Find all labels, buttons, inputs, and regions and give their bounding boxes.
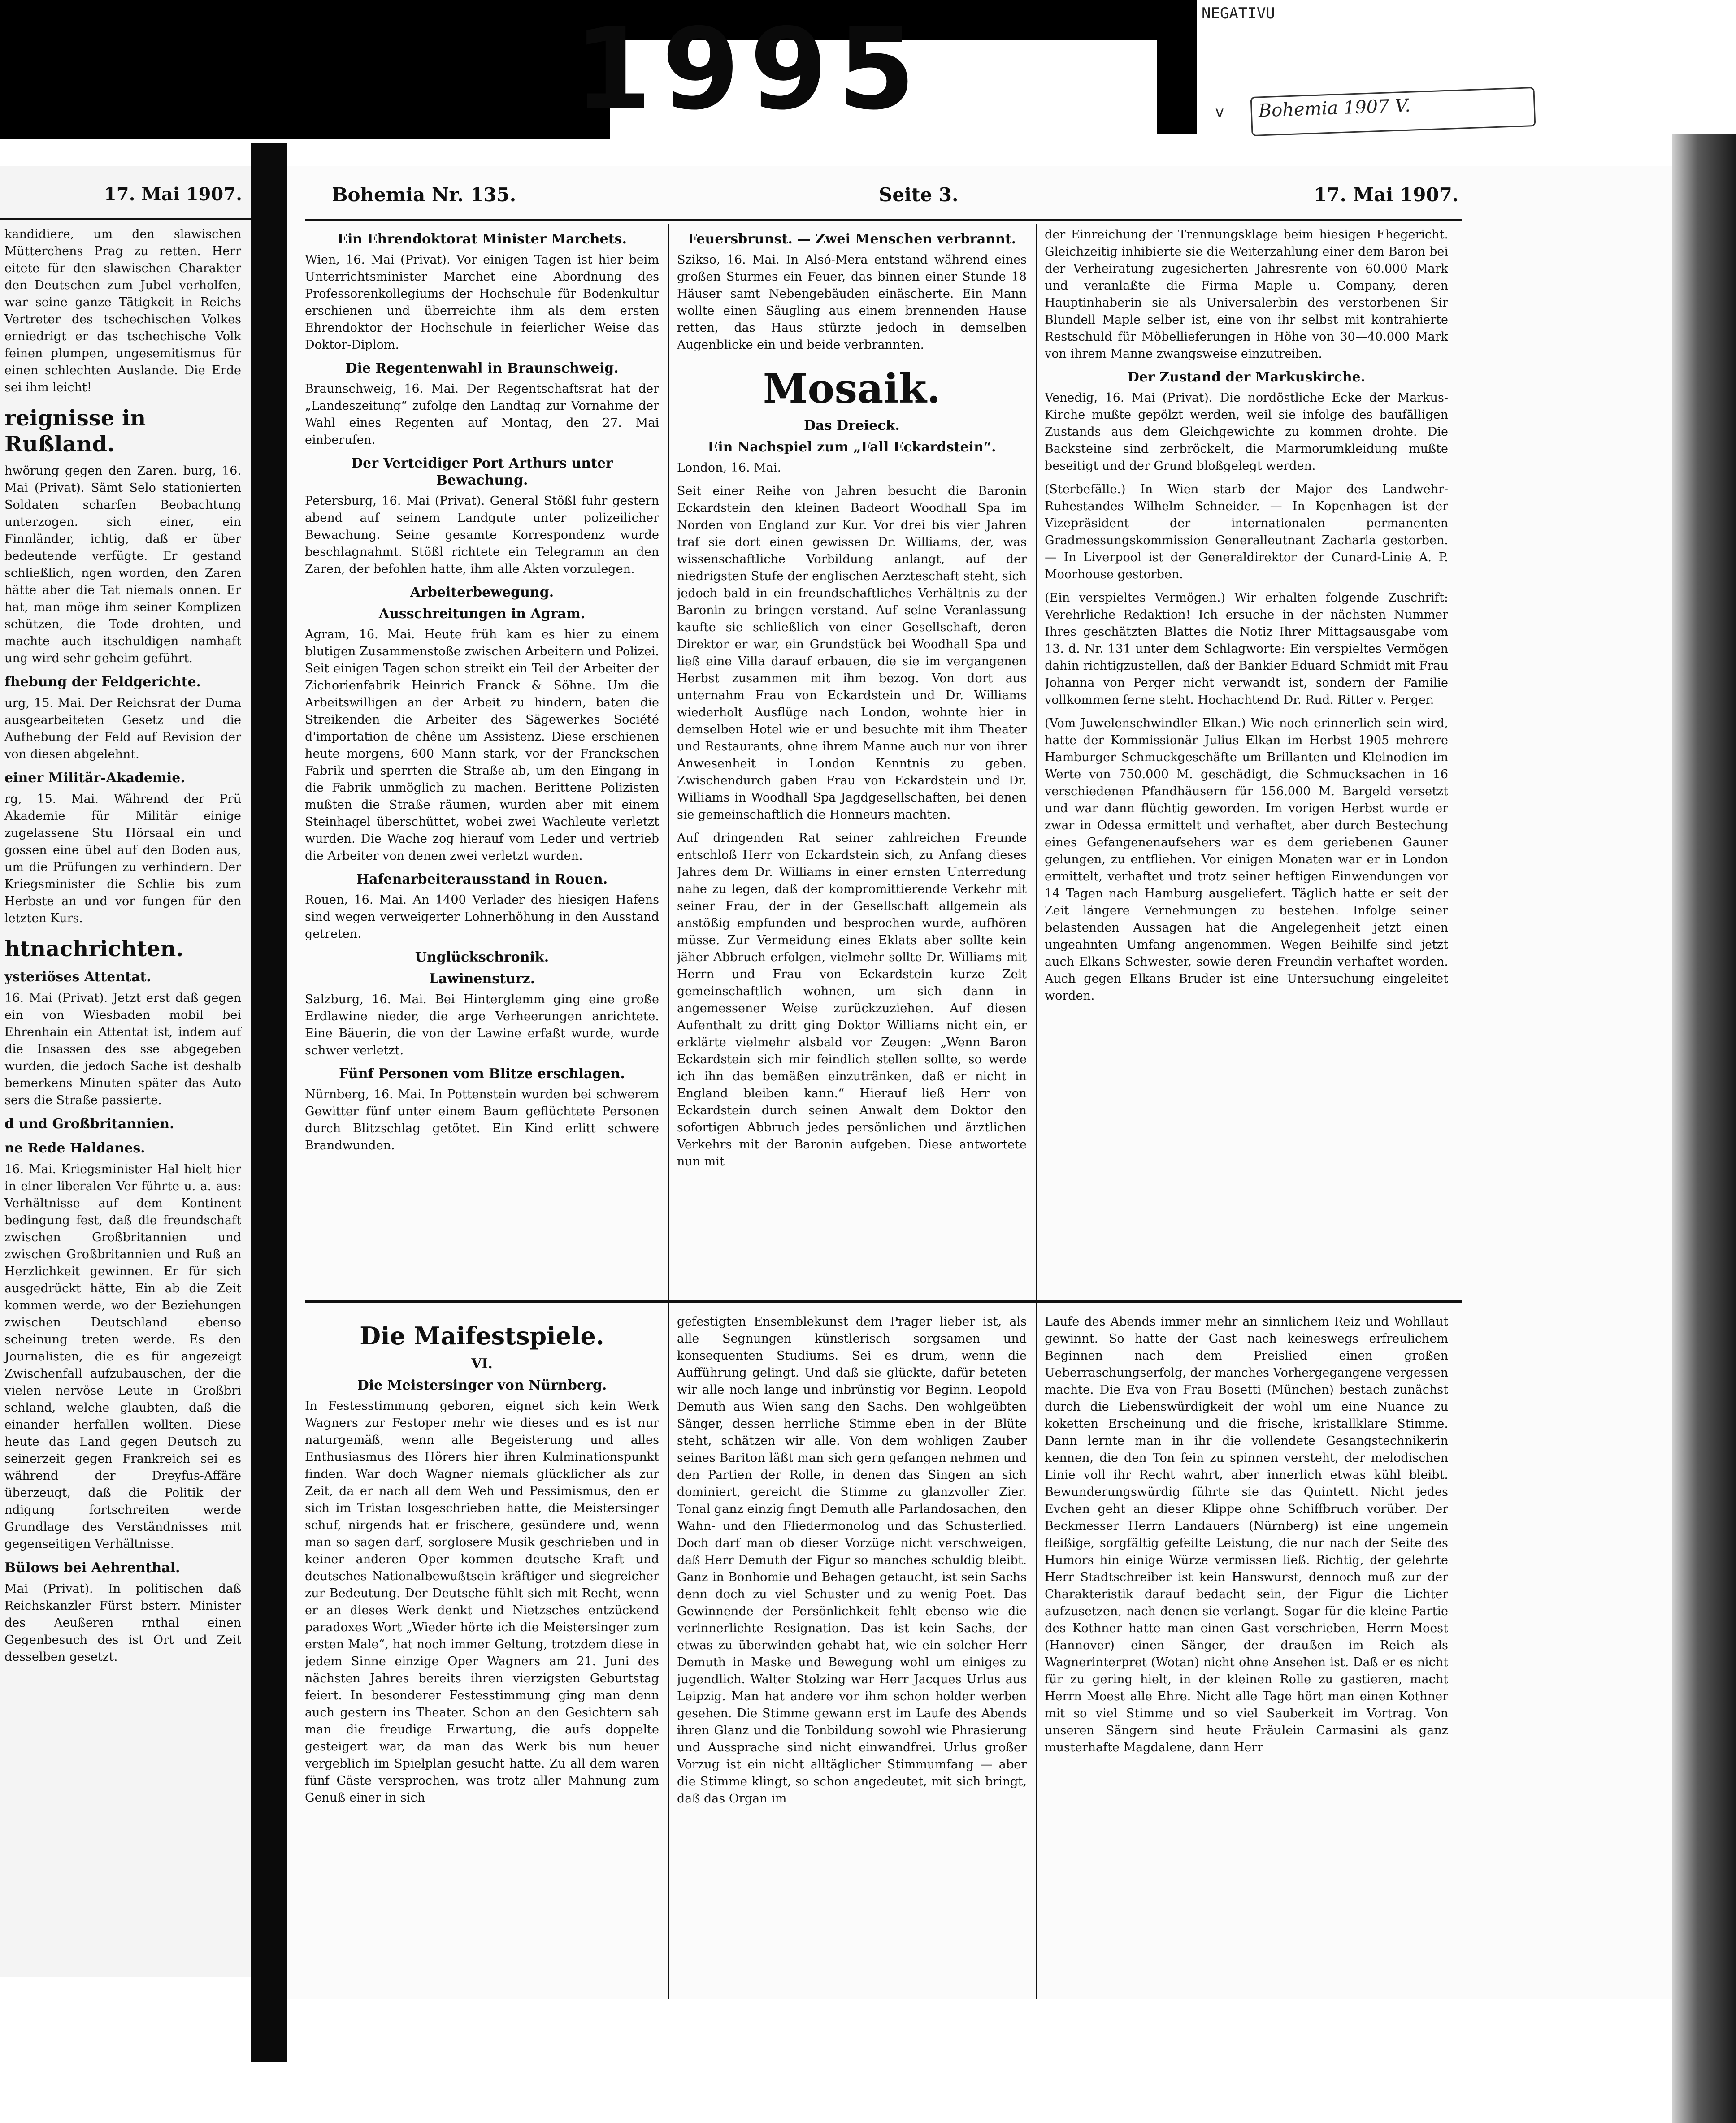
article-paragraph: Auf dringenden Rat seiner zahlreichen Freunde entschloß Herr von Eckardstein sich, zu Anfang dieses Jahres dem Dr. Williams in einer ernsten Unterredung nahe zu legen, daß der kompromittierende Verkehr mit seiner Frau, der in der Gesellschaft allgemein als anstößig empfunden und besprochen wurde, aufhören müsse. Zur Vermeidung eines Eklats aber sollte kein jäher Abbruch erfolgen, vielmehr sollte Dr. Williams mit Herrn und Frau von Eckardstein kurze Zeit gemeinschaftlich wohnen, um sich dann in angemessener Weise zurückzuziehen. Auf diesen Aufenthalt zu dritt ging Doktor Williams nicht ein, er erklärte vielmehr alsbald vor Zeugen: „Wenn Baron Eckardstein sich mir feindlich stellen sollte, so werde ich ihn das bemäßen einzutränken, daß er nicht in England bleiben kann.“ Hierauf ließ Herr von Eckardstein durch seinen Anwalt dem Doktor den sofortigen Abbruch jedes persönlichen und ärztlichen Verkehrs mit der Baronin aufgeben. Diese antwortete nun mit bbox=[677, 831, 1027, 1169]
article-heading: Ein Nachspiel zum „Fall Eckardstein“. bbox=[707, 439, 996, 455]
article-heading: ysteriöses Attentat. bbox=[4, 969, 151, 985]
article-heading: Das Dreieck. bbox=[804, 418, 900, 433]
feuilleton-title: Die Maifestspiele. bbox=[360, 1321, 604, 1350]
right-page bbox=[287, 166, 1699, 1999]
news-column-2 bbox=[677, 226, 1027, 1293]
article-paragraph: rg, 15. Mai. Während der Prü Akademie für Militär einige zugelassene Stu Hörsaal ein und gossen eine übel auf den Boden aus, um die Prüfungen zu verhindern. Der Kriegsminister die Schlie bis zum Herbste an und vor fungen für den letzten Kurs. bbox=[4, 792, 241, 925]
article-paragraph: hwörung gegen den Zaren. burg, 16. Mai (Privat). Sämt Selo stationierten Soldaten scharfen Beobachtung unterzogen. sich einer, ein Finnländer, ichtig, daß er über bedeutende verfügte. Er gestand schließlich, ngen worden, den Zaren hätte aber die Tat niemals onnen. Er hat, man möge ihm seiner Komplizen schützen, die Tode drohten, und machte auch itschuldigen namhaft ung wird sehr geheim geführt. bbox=[4, 464, 241, 665]
article-heading: Fünf Personen vom Blitze erschlagen. bbox=[339, 1066, 625, 1082]
article-paragraph: Rouen, 16. Mai. An 1400 Verlader des hiesigen Hafens sind wegen verweigerter Lohnerhöhung in den Ausstand getreten. bbox=[305, 893, 659, 941]
article-heading: Arbeiterbewegung. bbox=[410, 585, 554, 600]
page-date: 17. Mai 1907. bbox=[1314, 184, 1459, 206]
article-paragraph: Seit einer Reihe von Jahren besucht die Baronin Eckardstein den kleinen Badeort Woodhall Spa im Norden von England zur Kur. Vor drei bis vier Jahren traf sie dort einen gewissen Dr. Williams, der, was wissenschaftliche Vorbildung anlangt, auf der niedrigsten Stufe der englischen Aerzteschaft steht, sich jedoch bald in ein freundschaftliches Verhältnis zu der Baronin zu bringen verstand. Auf seine Veranlassung kaufte sie schließlich von einer Gesellschaft, deren Direktor er war, ein Grundstück bei Woodhall Spa und ließ eine Villa darauf erbauen, die sie im vergangenen Herbst zusammen mit ihm bezog. Von dort aus unternahm Frau von Eckardstein und Dr. Williams wiederholt Ausflüge nach London, wohnte hier in demselben Hotel wie er und besuchte mit ihm Theater und Restaurants, ohne ihrem Manne auch nur von ihrer Anwesenheit in London Kenntnis zu geben. Zwischendurch gaben Frau von Eckardstein und Dr. Williams in Woodhall Spa Jagdgesellschaften, bei denen sie gemeinschaftlich die Honneurs machten. bbox=[677, 484, 1027, 822]
article-heading: Die Regentenwahl in Braunschweig. bbox=[345, 360, 619, 376]
article-paragraph: urg, 15. Mai. Der Reichsrat der Duma ausgearbeiteten Gesetz und die Aufhebung der Feld auf Revision der von diesen abgelehnt. bbox=[4, 696, 241, 761]
article-heading: ne Rede Haldanes. bbox=[4, 1140, 145, 1156]
film-top-band-left bbox=[0, 0, 610, 139]
reel-number: 1995 bbox=[574, 4, 925, 134]
feuilleton-number: VI. bbox=[471, 1356, 493, 1372]
article-heading: reignisse in Rußland. bbox=[4, 406, 146, 457]
article-paragraph: Braunschweig, 16. Mai. Der Regentschaftsrat hat der „Landeszeitung“ zufolge den Landtag zur Vornahme der Wahl eines Regenten auf Montag, den 27. Mai einberufen. bbox=[305, 382, 659, 447]
left-page bbox=[0, 166, 251, 1977]
article-heading: Unglückschronik. bbox=[415, 949, 549, 965]
article-heading: htnachrichten. bbox=[4, 936, 184, 962]
page-number: Seite 3. bbox=[879, 184, 959, 206]
article-paragraph: Nürnberg, 16. Mai. In Pottenstein wurden bei schwerem Gewitter fünf unter einem Baum geflüchtete Personen durch Blitzschlag getötet. Ein Kind erlitt schwere Brandwunden. bbox=[305, 1087, 659, 1152]
column-rule-1 bbox=[668, 224, 669, 1999]
article-paragraph: kandidiere, um den slawischen Mütterchens Prag zu retten. Herr eitete für den slawischen Charakter den Deutschen zum Jubel verholfen, war seine ganze Tätigkeit in Reichs Vertreter des tschechischen Volkes erniedrigt er das tschechische Volk feinen plumpen, ungesemitismus für einen schlechten Auslande. Die Erde sei ihm leicht! bbox=[4, 227, 241, 394]
article-paragraph: Petersburg, 16. Mai (Privat). General Stößl fuhr gestern abend auf seinem Landgute unter polizeilicher Bewachung. Seine gesamte Korrespondenz wurde beschlagnahmt. Stößl richtete ein Telegramm an den Zaren, der befohlen hatte, ihm alle Akten vorzulegen. bbox=[305, 494, 659, 576]
page-edge-shadow bbox=[1672, 134, 1736, 2123]
negativ-stamp: NEGATIVU bbox=[1202, 4, 1275, 22]
left-page-date: 17. Mai 1907. bbox=[0, 166, 251, 220]
feuilleton-subtitle: Die Meistersinger von Nürnberg. bbox=[357, 1378, 607, 1393]
feuilleton-text-3: Laufe des Abends immer mehr an sinnlichem Reiz und Wohllaut gewinnt. So hatte der Gast nach keineswegs erfreulichem Beginnen nach dem Preislied einen großen Ueberraschungserfolg, der manches Vorhergegangene vergessen machte. Die Eva von Frau Bosetti (München) bestach zunächst durch die Liebenswürdigkeit der wohl um eine Nuance zu koketten Erscheinung und die frische, kristallklare Stimme. Dann lernte man in ihr die vollendete Gesangstechnikerin kennen, die den Ton fein zu spinnen versteht, der melodischen Linie voll ihr Recht wahrt, aber innerlich etwas kühl bleibt. Bewunderungswürdig führte sie das Quintett. Nicht jedes Evchen geht an dieser Klippe ohne Schiffbruch vorüber. Der Beckmesser Herrn Landauers (Nürnberg) ist eine ungemein fleißige, sorgfältig gefeilte Leistung, die nur nach der Seite des Humors hin einige Würze vermissen ließ. Richtig, der gelehrte Herr Stadtschreiber ist kein Hanswurst, dennoch muß zur der Charakteristik darauf bedacht sein, der Figur die Lichter aufzusetzen, nach denen sie verlangt. Sogar für die kleine Partie des Kothner hatte man einen Gast verschrieben, Herrn Moest (Hannover) einen Sänger, der draußen im Reich als Wagnerinterpret (Wotan) nicht ohne Ansehen ist. Daß er es nicht für zu gering hielt, in der kleinen Rolle zu gastieren, macht Herrn Moest alle Ehre. Nicht alle Tage hört man einen Kothner mit so viel Stimme und so viel Sauberkeit im Vortrag. Von unseren Sängern sind heute Fräulein Carmasini als ganz musterhafte Magdalene, dann Herr bbox=[1045, 1315, 1448, 1755]
column-rule-2 bbox=[1036, 224, 1037, 1999]
article-paragraph: Mai (Privat). In politischen daß Reichskanzler Fürst bsterr. Minister des Aeußeren rnthal einen Gegenbesuch des ist Ort und Zeit desselben gesetzt. bbox=[4, 1582, 241, 1664]
article-paragraph: Salzburg, 16. Mai. Bei Hinterglemm ging eine große Erdlawine nieder, die arge Verheerungen anrichtete. Eine Bäuerin, die von der Lawine erfaßt wurde, wurde schwer verletzt. bbox=[305, 992, 659, 1057]
article-paragraph: (Vom Juwelenschwindler Elkan.) Wie noch erinnerlich sein wird, hatte der Kommissionär Julius Elkan im Herbst 1905 mehrere Hamburger Schmuckgeschäfte um Brillanten und Kleinodien im Werte von 750.000 M. geschädigt, die Schmucksachen in 16 verschiedenen Pfandhäusern für 156.000 M. Bargeld versetzt und war dann flüchtig geworden. Im vorigen Herbst wurde er zwar in Odessa ermittelt und verhaftet, aber durch Bestechung eines Gefangenenaufsehers war es dem geriebenen Gauner gelungen, zu entfliehen. Vor einigen Monaten war er in London ermittelt, verhaftet und trotz seiner heftigen Einwendungen vor 14 Tagen nach Hamburg ausgeliefert. Täglich hatte er seit der Zeit längere Vernehmungen zu bestehen. Infolge seiner belastenden Aussagen hat die Angelegenheit jetzt einen ungeahnten Umfang angenommen. Wegen Beihilfe sind jetzt auch Elkans Schwester, sowie deren Freundin verhaftet worden. Auch gegen Elkans Bruder ist eine Untersuchung eingeleitet worden. bbox=[1045, 716, 1448, 1003]
news-column-1 bbox=[305, 226, 659, 1293]
handwritten-note: Bohemia 1907 V. bbox=[1250, 87, 1536, 136]
feuilleton-text-2: gefestigten Ensemblekunst dem Prager lieber ist, als alle Segnungen künstlerisch sorgsamen und konsequenten Studiums. Sei es drum, wenn die Aufführung gelingt. Und daß sie glückte, dafür beteten wir alle noch lange und inbrünstig vor Beginn. Leopold Demuth aus Wien sang den Sachs. Den wohlgeübten Sänger, dessen herrliche Stimme eben in der Blüte steht, schätzen wir alle. Von dem wohligen Zauber seines Bariton läßt man sich gern gefangen nehmen und den Partien der Rolle, in denen das Singen an sich dominiert, gereicht die Stimme zu glanzvoller Zier. Tonal ganz einzig fingt Demuth alle Parlandosachen, den Wahn- und den Fliedermonolog und das Schusterlied. Doch darf man ob dieser Vorzüge nicht verschweigen, daß Herr Demuth der Figur so manches schuldig bleibt. Ganz in Bonhomie und Behagen getaucht, ist sein Sachs denn doch zu viel Schuster und zu wenig Poet. Das Gewinnende der Persönlichkeit fehlt ebenso wie die verinnerlichte Resignation. Das ist kein Sachs, der etwas zu überwinden gehabt hat, wie ein solcher Herr Demuth in Maske und Bewegung wohl um einiges zu jugendlich. Walter Stolzing war Herr Jacques Urlus aus Leipzig. Man hat andere vor ihm schon holder werben gesehen. Die Stimme gewann erst im Laufe des Abends ihren Glanz und die Tonbildung sowohl wie Phrasierung und Aussprache sind nicht einwandfrei. Urlus großer Vorzug ist ein nicht alltäglicher Stimmumfang — aber die Stimme klingt, so schon angedeutet, mit sich bringt, daß das Organ im bbox=[677, 1315, 1027, 1806]
article-heading: Mosaik. bbox=[763, 365, 941, 412]
article-heading: d und Großbritannien. bbox=[4, 1116, 174, 1132]
article-heading: Bülows bei Aehrenthal. bbox=[4, 1560, 180, 1576]
article-heading: einer Militär-Akademie. bbox=[4, 770, 185, 786]
article-heading: Der Verteidiger Port Arthurs unter Bewachung. bbox=[351, 455, 613, 488]
article-heading: Lawinensturz. bbox=[429, 971, 535, 987]
page-header bbox=[314, 184, 1672, 211]
article-paragraph: (Ein verspieltes Vermögen.) Wir erhalten folgende Zuschrift: Verehrliche Redaktion! Ich ersuche in der nächsten Nummer Ihres geschätzten Blattes die Notiz Ihrer Mittagsausgabe vom 13. d. Nr. 131 unter dem Schlagworte: Ein verspieltes Vermögen dahin richtigzustellen, daß der Bankier Eduard Schmidt mit Frau Johanna von Perger nicht verwandt ist, sondern der Familie vollkommen ferne steht. Hochachtend Dr. Rud. Ritter v. Perger. bbox=[1045, 591, 1448, 707]
feuilleton-column-1 bbox=[305, 1313, 659, 1995]
article-paragraph: Agram, 16. Mai. Heute früh kam es hier zu einem blutigen Zusammenstoße zwischen Arbeitern und Polizei. Seit einigen Tagen schon streikt ein Teil der Arbeiter der Zichorienfabrik Heinrich Franck & Söhne. Um die Arbeitswilligen an der Arbeit zu hindern, baten die Streikenden die Arbeiter des Sägewerkes Société d'importation de chêne um Assistenz. Diese erschienen heute morgens, 600 Mann stark, vor der Franckschen Fabrik und sperrten die Straße ab, um den Eingang in die Fabrik unmöglich zu machen. Berittene Polizisten mußten die Straße räumen, wurden aber mit einem Steinhagel überschüttet, wobei zwei Wachleute verletzt wurden. Die Wache zog hierauf vom Leder und vertrieb die Arbeiter von denen zwei verletzt wurden. bbox=[305, 628, 659, 863]
feuilleton-text-1: In Festesstimmung geboren, eignet sich kein Werk Wagners zur Festoper mehr wie dieses und es ist nur naturgemäß, wenn alle Begeisterung und alles Enthusiasmus des Hörers hier ihren Kulminationspunkt finden. War doch Wagner niemals glücklicher als zur Zeit, da er nach all dem Weh und Pessimismus, den er sich im Tristan losgeschrieben hatte, die Meistersinger schuf, nirgends hat er frischere, gesündere und, wenn man so sagen darf, sorglosere Musik geschrieben und in keiner anderen Oper kommen deutsche Kraft und deutsches Nationalbewußtsein kräftiger und siegreicher zur Bedeutung. Der Deutsche fühlt sich mit Recht, wenn er an dieses Werk denkt und Nietzsches entzückend paradoxes Wort „Wieder hörte ich die Meistersinger zum ersten Male“, hat noch immer Geltung, trotzdem diese in jedem Sinne einzige Oper Wagners am 21. Juni des nächsten Jahres bereits ihren vierzigsten Geburtstag feiert. In besonderer Festesstimmung ging man denn auch gestern ins Theater. Schon an den Gesichtern sah man die freudige Erwartung, die aufs doppelte gesteigert war, da man das Werk bis nun heuer vergeblich im Spielplan gesucht hatte. Zu all dem waren fünf Gäste versprochen, was trotz aller Mahnung zum Genuß einer in sich bbox=[305, 1399, 659, 1805]
news-column-3 bbox=[1045, 226, 1448, 1293]
article-heading: Feuersbrunst. — Zwei Menschen verbrannt. bbox=[687, 231, 1016, 247]
stamp-side-mark: v bbox=[1215, 103, 1224, 121]
header-rule bbox=[305, 219, 1462, 221]
article-paragraph: Wien, 16. Mai (Privat). Vor einigen Tagen ist hier beim Unterrichtsminister Marchet eine Abordnung des Professorenkollegiums der Hochschule für Bodenkultur erschienen und überreichte ihm als dem ersten Ehrendoktor der Hochschule in feierlicher Weise das Doktor-Diplom. bbox=[305, 253, 659, 352]
article-heading: Ein Ehrendoktorat Minister Marchets. bbox=[337, 231, 627, 247]
left-page-text bbox=[0, 220, 251, 1666]
article-heading: Der Zustand der Markuskirche. bbox=[1127, 369, 1366, 385]
feuilleton-column-2 bbox=[677, 1313, 1027, 1995]
feuilleton-rule bbox=[305, 1300, 1462, 1303]
article-paragraph: Szikso, 16. Mai. In Alsó-Mera entstand während eines großen Sturmes ein Feuer, das binnen einer Stunde 18 Häuser samt Nebengebäuden einäscherte. Ein Mann wollte einen Säugling aus einem brennenden Hause retten, das Haus stürzte jedoch in demselben Augenblicke ein und beide verbrannten. bbox=[677, 253, 1027, 352]
article-heading: Hafenarbeiterausstand in Rouen. bbox=[356, 871, 608, 887]
article-paragraph: London, 16. Mai. bbox=[677, 461, 781, 475]
article-paragraph: (Sterbefälle.) In Wien starb der Major des Landwehr-Ruhestandes Wilhelm Schneider. — In Kopenhagen ist der Vizepräsident der internationalen permanenten Gradmessungskommission Generalleutnant Zacharia gestorben. — In Liverpool ist der Generaldirektor der Cunard-Linie A. P. Moorhouse gestorben. bbox=[1045, 482, 1448, 581]
paper-title: Bohemia Nr. 135. bbox=[332, 184, 516, 206]
article-heading: Ausschreitungen in Agram. bbox=[378, 606, 586, 622]
article-paragraph: 16. Mai. Kriegsminister Hal hielt hier in einer liberalen Ver führte u. a. aus: Verhältnisse auf dem Kontinent bedingung fest, daß die freundschaft zwischen Großbritannien und zwischen Großbritannien und Ruß an Herzlichkeit gewinnen. Er für sich ausgedrückt hätte, Ein ab die Zeit kommen werde, wo der Beziehungen zwischen Deutschland ebenso scheinung treten werde. Es den Journalisten, die es für angezeigt Zwischenfall aufzubauschen, der die vielen nervöse Leute in Großbri schland, welche glaubten, daß die einander herfallen wollten. Diese heute das Land gegen Deutsch zu seinerzeit gegen Frankreich sei es während der Dreyfus-Affäre überzeugt, daß die Politik der ndigung fortschreiten werde Grundlage des Verständnisses mit gegenseitigen Verhältnisse. bbox=[4, 1162, 241, 1551]
article-paragraph: der Einreichung der Trennungsklage beim hiesigen Ehegericht. Gleichzeitig inhibierte sie die Weiterzahlung einer dem Baron bei der Verheiratung zugesicherten Jahresrente von 60.000 Mark und veranlaßte die Firma Maple u. Company, deren Hauptinhaberin sie als Universalerbin des verstorbenen Sir Blundell Maple selber ist, eine von ihr selbst mit kontrahierte Restschuld für Möbellieferungen in Höhe von 30—40.000 Mark von ihrem Manne zwangsweise einzutreiben. bbox=[1045, 228, 1448, 361]
article-paragraph: Venedig, 16. Mai (Privat). Die nordöstliche Ecke der Markus-Kirche mußte gepölzt werden, weil sie infolge des baufälligen Zustands aus dem Gleichgewichte zu kommen drohte. Die Backsteine sind zerbröckelt, die Marmorumkleidung mußte beseitigt und der Grund bloßgelegt werden. bbox=[1045, 391, 1448, 473]
article-heading: fhebung der Feldgerichte. bbox=[4, 674, 201, 690]
feuilleton-column-3 bbox=[1045, 1313, 1448, 1995]
article-paragraph: 16. Mai (Privat). Jetzt erst daß gegen ein von Wiesbaden mobil bei Ehrenhain ein Attentat ist, indem auf die Insassen des sse abgegeben wurden, die jedoch Sache ist deshalb bemerkens Minuten später das Auto sers die Straße passierte. bbox=[4, 991, 241, 1107]
film-top-band-right bbox=[1157, 0, 1197, 134]
book-gutter bbox=[251, 143, 287, 2062]
